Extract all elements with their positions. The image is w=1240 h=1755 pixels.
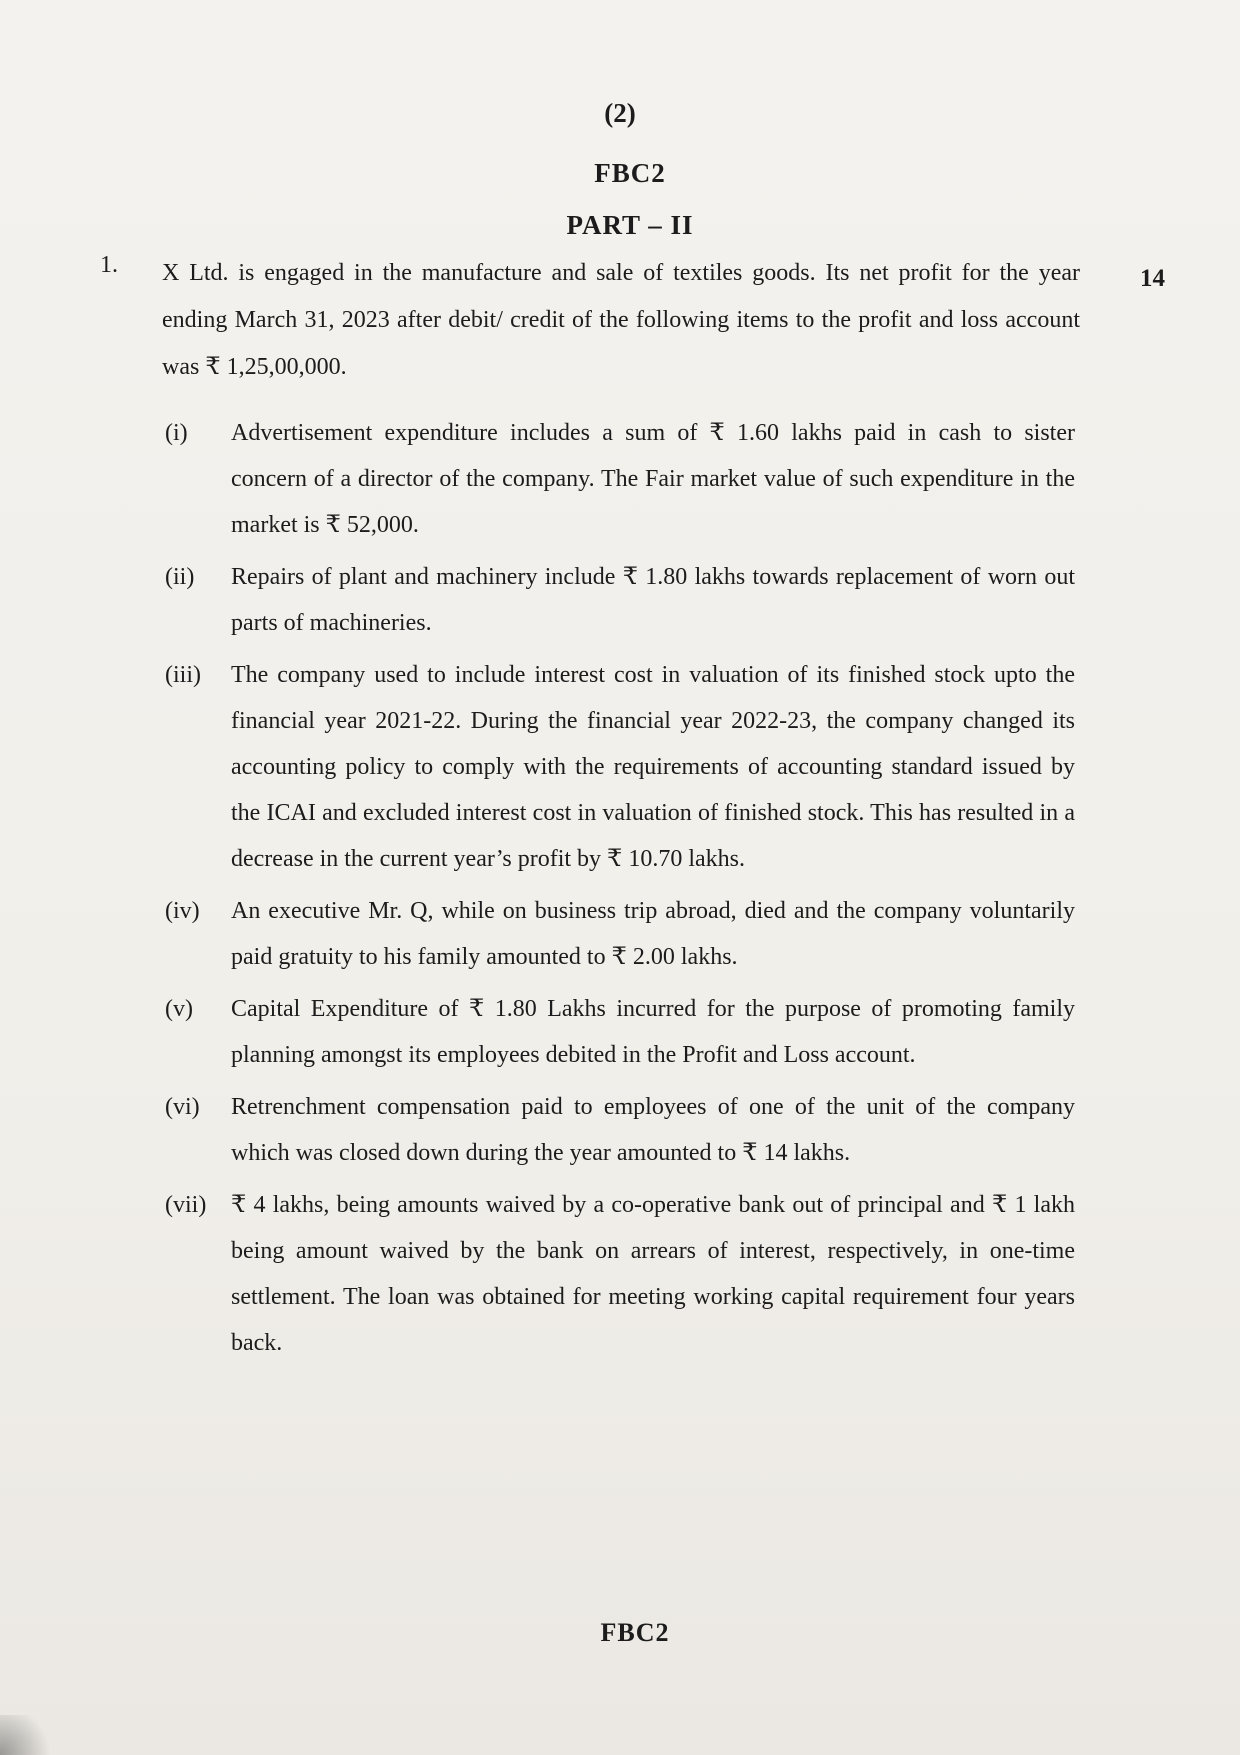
item-label: (ii): [165, 564, 195, 590]
list-item: [165, 1182, 1075, 1366]
item-text: Repairs of plant and machinery include ₹ 1.80 lakhs towards replacement of worn out parts of machineries.: [231, 564, 1075, 636]
list-item: [165, 888, 1075, 980]
item-text: Retrenchment compensation paid to employees of one of the unit of the company which was closed down during the year amounted to ₹ 14 lakhs.: [231, 1094, 1075, 1166]
item-text: Capital Expenditure of ₹ 1.80 Lakhs incurred for the purpose of promoting family planning amongst its employees debited in the Profit and Loss account.: [231, 996, 1075, 1068]
list-item: [165, 410, 1075, 548]
item-text: Advertisement expenditure includes a sum of ₹ 1.60 lakhs paid in cash to sister concern of a director of the company. The Fair market value of such expenditure in the market is ₹ 52,000.: [231, 420, 1075, 538]
item-label: (v): [165, 996, 193, 1022]
item-text: ₹ 4 lakhs, being amounts waived by a co-operative bank out of principal and ₹ 1 lakh being amount waived by the bank on arrears of interest, respectively, in one-time settlement. The loan was obtained for meeting working capital requirement four years back.: [231, 1192, 1075, 1356]
item-text: An executive Mr. Q, while on business trip abroad, died and the company voluntarily paid gratuity to his family amounted to ₹ 2.00 lakhs.: [231, 898, 1075, 970]
item-label: (i): [165, 420, 188, 446]
question-marks: 14: [1140, 265, 1165, 292]
item-label: (vii): [165, 1192, 207, 1218]
question-items-list: [165, 410, 1075, 1372]
list-item: [165, 986, 1075, 1078]
item-label: (iv): [165, 898, 200, 924]
item-label: (vi): [165, 1094, 200, 1120]
question-number: 1.: [100, 252, 118, 278]
item-text: The company used to include interest cost in valuation of its finished stock upto the financial year 2021-22. During the financial year 2022-23, the company changed its accounting policy to comply with the requirements of accounting standard issued by the ICAI and excluded interest cost in valuation of finished stock. This has resulted in a decrease in the current year’s profit by ₹ 10.70 lakhs.: [231, 662, 1075, 872]
list-item: [165, 652, 1075, 882]
part-title: PART – II: [566, 210, 694, 240]
page-number: (2): [604, 98, 636, 128]
paper-code-footer: FBC2: [600, 1618, 670, 1647]
question-intro: X Ltd. is engaged in the manufacture and sale of textiles goods. Its net profit for the year ending March 31, 2023 after debit/ credit of the following items to the profit and loss account was ₹ 1,25,00,000.: [162, 260, 1080, 380]
list-item: [165, 1084, 1075, 1176]
paper-code-header: FBC2: [594, 158, 666, 188]
page-shadow: [0, 1715, 60, 1755]
item-label: (iii): [165, 662, 201, 688]
list-item: [165, 554, 1075, 646]
